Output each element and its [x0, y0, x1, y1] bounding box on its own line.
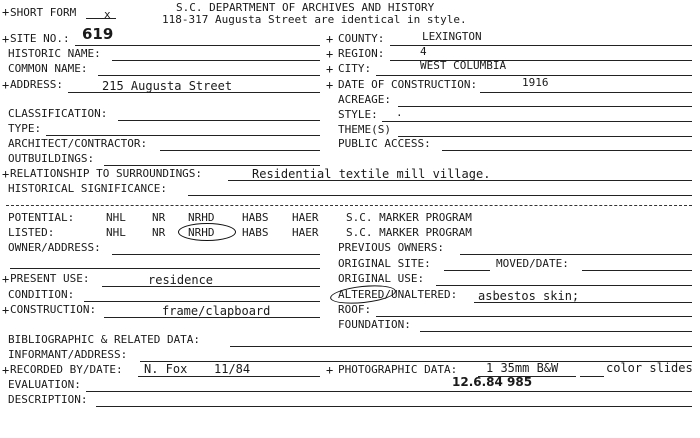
description-line	[96, 406, 692, 407]
potential-habs: HABS	[242, 211, 269, 224]
owner-address-line-2	[10, 268, 320, 269]
style-value: .	[396, 106, 403, 119]
plus-mark: +	[326, 78, 334, 92]
site-no-label: SITE NO.:	[10, 32, 70, 45]
original-use-label: ORIGINAL USE:	[338, 272, 425, 285]
acreage-label: ACREAGE:	[338, 93, 391, 106]
public-access-line	[442, 150, 692, 151]
plus-mark: +	[2, 5, 10, 19]
plus-mark: +	[326, 62, 334, 76]
original-site-line	[444, 270, 490, 271]
recorded-by-label: RECORDED BY/DATE:	[10, 363, 123, 376]
section-divider	[6, 205, 692, 206]
date-of-construction-line	[480, 92, 692, 93]
acreage-line	[398, 106, 692, 107]
photographic-data-label: PHOTOGRAPHIC DATA:	[338, 363, 458, 376]
date-of-construction-label: DATE OF CONSTRUCTION:	[338, 78, 478, 91]
city-label: CITY:	[338, 62, 372, 75]
owner-address-label: OWNER/ADDRESS:	[8, 241, 101, 254]
relationship-label: RELATIONSHIP TO SURROUNDINGS:	[10, 167, 203, 180]
bibliographic-line	[230, 346, 692, 347]
construction-value: frame/clapboard	[162, 304, 271, 318]
listed-haer: HAER	[292, 226, 319, 239]
color-slides-blank	[580, 376, 604, 377]
date-of-construction-value: 1916	[522, 76, 549, 89]
outbuildings-label: OUTBUILDINGS:	[8, 152, 95, 165]
plus-mark: +	[2, 303, 10, 317]
relationship-value: Residential textile mill village.	[252, 167, 491, 181]
altered-unaltered-label: ALTERED/UNALTERED:	[338, 288, 458, 301]
theme-label: THEME(S)	[338, 123, 391, 136]
county-line	[390, 45, 692, 46]
short-form-label: SHORT FORM	[10, 6, 77, 19]
county-label: COUNTY:	[338, 32, 385, 45]
historic-name-line	[112, 60, 320, 61]
type-line	[46, 135, 320, 136]
photographic-data-value: 1 35mm B&W	[486, 361, 559, 375]
moved-date-label: MOVED/DATE:	[496, 257, 569, 270]
site-no-value: 619	[82, 25, 114, 43]
owner-address-line	[112, 254, 320, 255]
potential-label: POTENTIAL:	[8, 211, 75, 224]
condition-label: CONDITION:	[8, 288, 75, 301]
common-name-line	[98, 75, 320, 76]
listed-nr: NR	[152, 226, 166, 239]
historic-name-label: HISTORIC NAME:	[8, 47, 101, 60]
potential-nrhd: NRHD	[188, 211, 215, 224]
architect-line	[160, 150, 320, 151]
foundation-label: FOUNDATION:	[338, 318, 411, 331]
potential-nhl: NHL	[106, 211, 126, 224]
header-subtitle: 118-317 Augusta Street are identical in style.	[162, 13, 467, 26]
plus-mark: +	[2, 363, 10, 377]
listed-nrhd: NRHD	[188, 226, 215, 239]
recorded-by-value: N. Fox	[144, 362, 188, 376]
present-use-label: PRESENT USE:	[10, 272, 90, 285]
roof-label: ROOF:	[338, 303, 372, 316]
nrhd-circle-mark	[178, 223, 236, 241]
header-title: S.C. DEPARTMENT OF ARCHIVES AND HISTORY	[176, 1, 435, 14]
altered-value: asbestos skin;	[478, 289, 580, 303]
evaluation-line	[86, 391, 692, 392]
short-form-blank	[86, 18, 116, 19]
roof-line	[376, 316, 692, 317]
description-label: DESCRIPTION:	[8, 393, 88, 406]
recorded-by-line	[138, 376, 320, 377]
plus-mark: +	[326, 47, 334, 61]
plus-mark: +	[2, 78, 10, 92]
city-value: WEST COLUMBIA	[420, 59, 507, 72]
historical-significance-line	[188, 195, 692, 196]
present-use-value: residence	[148, 273, 214, 287]
short-form-mark: x	[104, 8, 111, 21]
plus-mark: +	[2, 32, 10, 46]
plus-mark: +	[2, 167, 10, 181]
architect-label: ARCHITECT/CONTRACTOR:	[8, 137, 148, 150]
listed-label: LISTED:	[8, 226, 55, 239]
potential-nr: NR	[152, 211, 166, 224]
original-use-line	[436, 285, 692, 286]
plus-mark: +	[326, 32, 334, 46]
theme-line	[398, 136, 692, 137]
public-access-label: PUBLIC ACCESS:	[338, 137, 431, 150]
county-value: LEXINGTON	[422, 30, 482, 43]
style-label: STYLE:	[338, 108, 378, 121]
site-no-line	[75, 45, 320, 46]
previous-owners-label: PREVIOUS OWNERS:	[338, 241, 444, 254]
classification-line	[118, 120, 320, 121]
region-label: REGION:	[338, 47, 385, 60]
color-slides-label: color slides	[606, 361, 693, 375]
type-label: TYPE:	[8, 122, 42, 135]
historical-significance-label: HISTORICAL SIGNIFICANCE:	[8, 182, 167, 195]
common-name-label: COMMON NAME:	[8, 62, 88, 75]
original-site-label: ORIGINAL SITE:	[338, 257, 431, 270]
plus-mark: +	[2, 272, 10, 286]
photographic-handwritten-note: 12.6.84 985	[452, 375, 533, 389]
outbuildings-line	[104, 165, 320, 166]
address-label: ADDRESS:	[10, 78, 63, 91]
construction-label: CONSTRUCTION:	[10, 303, 97, 316]
listed-nhl: NHL	[106, 226, 126, 239]
address-value: 215 Augusta Street	[102, 79, 233, 93]
region-value: 4	[420, 45, 427, 58]
marker-program-1: S.C. MARKER PROGRAM	[346, 211, 472, 224]
classification-label: CLASSIFICATION:	[8, 107, 108, 120]
moved-date-line	[582, 270, 692, 271]
plus-mark: +	[326, 363, 334, 377]
foundation-line	[420, 331, 692, 332]
evaluation-label: EVALUATION:	[8, 378, 81, 391]
style-line	[382, 121, 692, 122]
potential-haer: HAER	[292, 211, 319, 224]
recorded-date-value: 11/84	[214, 362, 251, 376]
condition-line	[84, 301, 320, 302]
informant-address-label: INFORMANT/ADDRESS:	[8, 348, 128, 361]
marker-program-2: S.C. MARKER PROGRAM	[346, 226, 472, 239]
bibliographic-label: BIBLIOGRAPHIC & RELATED DATA:	[8, 333, 201, 346]
listed-habs: HABS	[242, 226, 269, 239]
previous-owners-line	[460, 254, 692, 255]
